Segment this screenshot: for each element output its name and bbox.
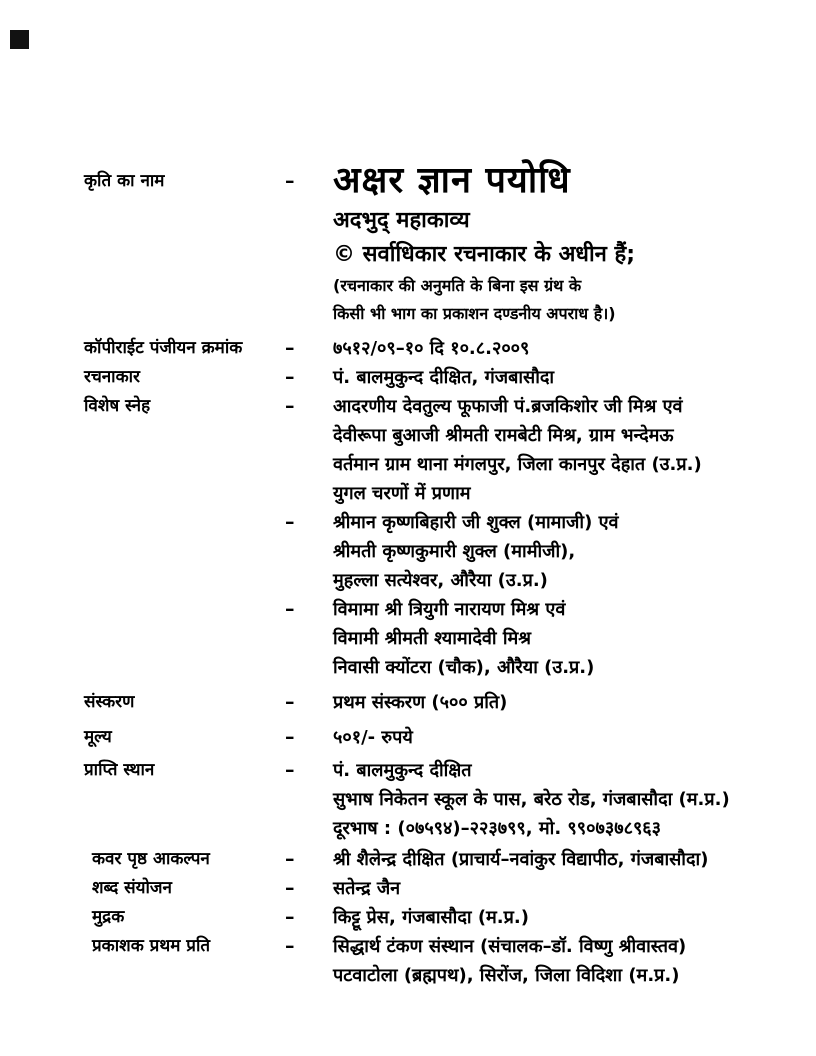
field-value-line: देवीरूपा बुआजी श्रीमती रामबेटी मिश्र, ग्राम भन्देमऊ (333, 425, 674, 446)
info-row-author (84, 363, 790, 392)
field-value (333, 508, 790, 595)
field-value (333, 845, 790, 874)
field-value-line: मुहल्ला सत्येश्वर, औरैया (उ.प्र.) (333, 570, 548, 591)
dash-separator: – (285, 511, 295, 533)
field-value (333, 874, 790, 903)
field-value-line: सिद्धार्थ टंकण संस्थान (संचालक–डॉ. विष्णु श्रीवास्तव) (333, 936, 687, 957)
book-title: अक्षर ज्ञान पयोधि (333, 160, 571, 201)
copyright-note-line-1: (रचनाकार की अनुमति के बिना इस ग्रंथ के (333, 276, 582, 295)
field-value-line: आदरणीय देवतुल्य फूफाजी पं.ब्रजकिशोर जी मिश्र एवं (333, 396, 683, 417)
field-value-line: पं. बालमुकुन्द दीक्षित, गंजबासौदा (333, 367, 555, 388)
scan-artifact-square (10, 30, 29, 49)
field-value-line: विमामा श्री त्रियुगी नारायण मिश्र एवं (333, 599, 566, 620)
publication-info (84, 158, 790, 990)
field-value-line: पं. बालमुकुन्द दीक्षित (333, 760, 472, 781)
info-row-edition (84, 688, 790, 717)
dash-separator: – (285, 759, 295, 781)
field-value (333, 158, 790, 328)
field-value-line: वर्तमान ग्राम थाना मंगलपुर, जिला कानपुर देहात (उ.प्र.) (333, 454, 702, 475)
info-row-copyright-number (84, 334, 790, 363)
dash-separator: – (285, 170, 295, 192)
field-value (333, 756, 790, 843)
field-value-line: निवासी क्योंटरा (चौक), औरैया (उ.प्र.) (333, 657, 595, 678)
field-value-line: किट्टू प्रेस, गंजबासौदा (म.प्र.) (333, 907, 529, 928)
field-value-line: पटवाटोला (ब्रह्मपथ), सिरोंज, जिला विदिशा (म.प्र.) (333, 965, 680, 986)
book-subtitle: अदभुद् महाकाव्य (333, 208, 470, 233)
info-row-price (84, 723, 790, 752)
field-value (333, 363, 790, 392)
field-label: मुद्रक (92, 907, 125, 927)
info-row-special-affection-2 (84, 508, 790, 595)
field-value-line: युगल चरणों में प्रणाम (333, 483, 471, 504)
copyright-note-line-2: किसी भी भाग का प्रकाशन दण्डनीय अपराध है।) (333, 304, 616, 323)
field-value-line: सतेन्द्र जैन (333, 878, 401, 899)
info-row-publisher (84, 932, 790, 990)
info-row-typesetting (84, 874, 790, 903)
field-value-line: सुभाष निकेतन स्कूल के पास, बरेठ रोड, गंजबासौदा (म.प्र.) (333, 789, 730, 810)
field-value-line: दूरभाष : (०७५९४)–२२३७९९, मो. ९९०७३७८९६३ (333, 818, 662, 839)
field-value-line: श्री शैलेन्द्र दीक्षित (प्राचार्य–नवांकुर विद्यापीठ, गंजबासौदा) (333, 849, 709, 870)
field-label: प्रकाशक प्रथम प्रति (92, 936, 211, 956)
field-value-line: श्रीमान कृष्णबिहारी जी शुक्ल (मामाजी) एवं (333, 512, 619, 533)
field-value-line: ५०१/- रुपये (333, 727, 413, 748)
field-label: रचनाकार (84, 367, 140, 387)
dash-separator: – (285, 366, 295, 388)
field-label: प्राप्ति स्थान (84, 760, 155, 780)
field-label: कॉपीराईट पंजीयन क्रमांक (84, 338, 243, 358)
dash-separator: – (285, 337, 295, 359)
field-value-line: प्रथम संस्करण (५०० प्रति) (333, 692, 508, 713)
dash-separator: – (285, 598, 295, 620)
field-value (333, 903, 790, 932)
dash-separator: – (285, 395, 295, 417)
copyright-statement: © सर्वाधिकार रचनाकार के अधीन हैं; (333, 242, 636, 267)
dash-separator: – (285, 906, 295, 928)
field-value (333, 392, 790, 508)
field-label: मूल्य (84, 727, 112, 747)
field-label: विशेष स्नेह (84, 396, 151, 416)
dash-separator: – (285, 877, 295, 899)
field-value (333, 932, 790, 990)
field-value-line: श्रीमती कृष्णकुमारी शुक्ल (मामीजी), (333, 541, 576, 562)
dash-separator: – (285, 726, 295, 748)
field-value-line: ७५१२/०९–१० दि १०.८.२००९ (333, 338, 530, 359)
info-row-special-affection-3 (84, 595, 790, 682)
field-value (333, 723, 790, 752)
field-label: कवर पृष्ठ आकल्पन (92, 849, 210, 869)
field-value (333, 688, 790, 717)
info-row-printer (84, 903, 790, 932)
info-row-availability (84, 756, 790, 843)
field-value (333, 334, 790, 363)
field-value-line: विमामी श्रीमती श्यामादेवी मिश्र (333, 628, 531, 649)
dash-separator: – (285, 691, 295, 713)
dash-separator: – (285, 848, 295, 870)
field-label: संस्करण (84, 692, 135, 712)
info-row-special-affection-1 (84, 392, 790, 508)
field-label: शब्द संयोजन (92, 878, 172, 898)
field-label: कृति का नाम (84, 171, 165, 191)
field-value (333, 595, 790, 682)
dash-separator: – (285, 935, 295, 957)
info-row-cover-design (84, 845, 790, 874)
info-row-title (84, 158, 790, 328)
